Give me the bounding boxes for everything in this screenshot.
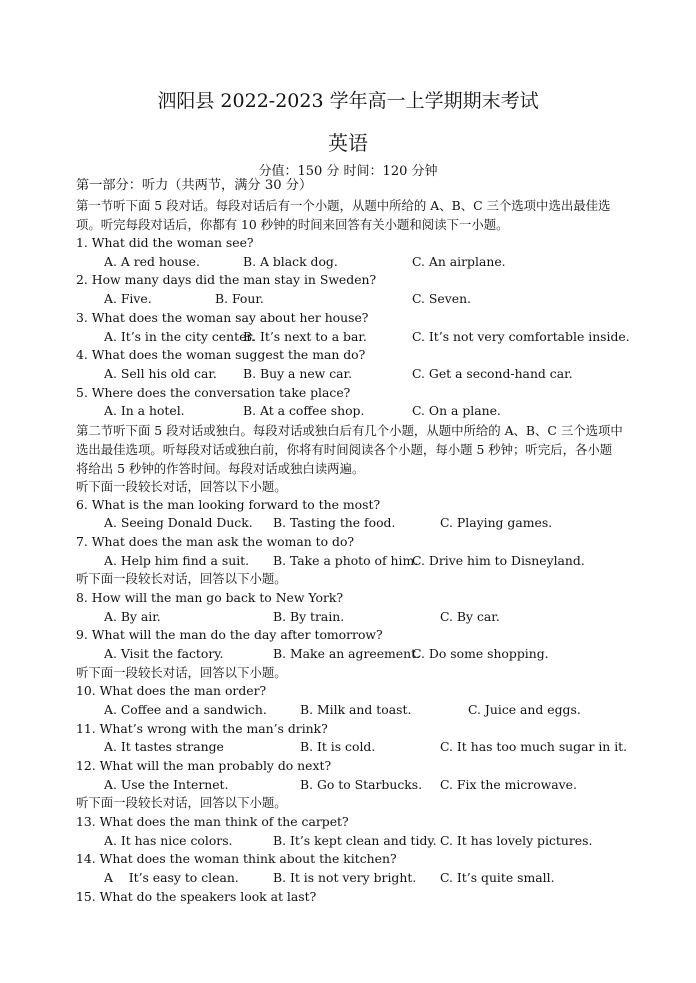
long-dialogue-intro-1: 听下面一段较长对话，回答以下小题。 <box>76 479 287 494</box>
exam-title: 泗阳县 2022-2023 学年高一上学期期末考试 <box>157 90 539 112</box>
question-15: 15. What do the speakers look at last? <box>76 889 317 904</box>
question-4: 4. What does the woman suggest the man do? <box>76 347 366 362</box>
q9-option-b: B. Make an agreement. <box>273 646 421 661</box>
q3-option-a: A. It’s in the city center. <box>104 329 255 344</box>
question-11: 11. What’s wrong with the man’s drink? <box>76 721 328 736</box>
q9-option-a: A. Visit the factory. <box>104 646 224 661</box>
subject-title: 英语 <box>328 131 368 155</box>
q8-option-c: C. By car. <box>440 609 500 624</box>
part1-heading: 第一部分：听力（共两节，满分 30 分） <box>76 178 313 193</box>
q13-option-a: A. It has nice colors. <box>104 833 233 848</box>
q8-option-a: A. By air. <box>104 609 161 624</box>
question-5: 5. Where does the conversation take place? <box>76 385 351 400</box>
question-2: 2. How many days did the man stay in Sweden? <box>76 272 377 287</box>
question-3: 3. What does the woman say about her house? <box>76 310 369 325</box>
q7-option-a: A. Help him find a suit. <box>104 553 250 568</box>
q14-option-c: C. It’s quite small. <box>440 870 555 885</box>
q8-option-b: B. By train. <box>273 609 345 624</box>
q13-option-c: C. It has lovely pictures. <box>440 833 593 848</box>
q2-option-a: A. Five. <box>104 291 152 306</box>
question-13: 13. What does the man think of the carpet? <box>76 814 349 829</box>
long-dialogue-intro-4: 听下面一段较长对话，回答以下小题。 <box>76 795 287 810</box>
long-dialogue-intro-2: 听下面一段较长对话，回答以下小题。 <box>76 571 287 586</box>
q11-option-a: A. It tastes strange <box>104 739 224 754</box>
q11-option-b: B. It is cold. <box>300 739 376 754</box>
q13-option-b: B. It’s kept clean and tidy. <box>273 833 437 848</box>
q6-option-a: A. Seeing Donald Duck. <box>104 515 253 530</box>
question-12: 12. What will the man probably do next? <box>76 758 332 773</box>
q14-option-b: B. It is not very bright. <box>273 870 417 885</box>
q3-option-c: C. It’s not very comfortable inside. <box>412 329 630 344</box>
question-9: 9. What will the man do the day after tomorrow? <box>76 627 383 642</box>
q7-option-c: C. Drive him to Disneyland. <box>412 553 585 568</box>
q12-option-c: C. Fix the microwave. <box>440 777 577 792</box>
q10-option-c: C. Juice and eggs. <box>468 702 581 717</box>
q5-option-a: A. In a hotel. <box>104 403 185 418</box>
q4-option-a: A. Sell his old car. <box>104 366 217 381</box>
score-time-info: 分值：150 分 时间：120 分钟 <box>258 164 438 179</box>
q12-option-a: A. Use the Internet. <box>104 777 229 792</box>
q10-option-b: B. Milk and toast. <box>300 702 412 717</box>
q14-option-a: A It’s easy to clean. <box>104 870 239 885</box>
q12-option-b: B. Go to Starbucks. <box>300 777 423 792</box>
q5-option-b: B. At a coffee shop. <box>243 403 365 418</box>
question-7: 7. What does the man ask the woman to do? <box>76 534 355 549</box>
q5-option-c: C. On a plane. <box>412 403 501 418</box>
q6-option-c: C. Playing games. <box>440 515 553 530</box>
question-10: 10. What does the man order? <box>76 683 267 698</box>
q7-option-b: B. Take a photo of him. <box>273 553 419 568</box>
q4-option-c: C. Get a second-hand car. <box>412 366 573 381</box>
q10-option-a: A. Coffee and a sandwich. <box>104 702 267 717</box>
q6-option-b: B. Tasting the food. <box>273 515 396 530</box>
q9-option-c: C. Do some shopping. <box>412 646 549 661</box>
q1-option-a: A. A red house. <box>104 254 200 269</box>
section2-instructions: 第二节听下面 5 段对话或独白。每段对话或独白后有几个小题，从题中所给的 A、B、C 三个选项中选出最佳选项。听每段对话或独白前，你将有时间阅读各个小题，每小题 5 秒钟；听完后，各小题将给出 5 秒钟的作答时间。每段对话或独白读两遍。 <box>76 423 623 476</box>
q2-option-c: C. Seven. <box>412 291 471 306</box>
question-14: 14. What does the woman think about the kitchen? <box>76 851 397 866</box>
long-dialogue-intro-3: 听下面一段较长对话，回答以下小题。 <box>76 665 287 680</box>
question-1: 1. What did the woman see? <box>76 235 254 250</box>
q3-option-b: B. It’s next to a bar. <box>243 329 367 344</box>
question-6: 6. What is the man looking forward to the most? <box>76 497 381 512</box>
section1-instructions: 第一节听下面 5 段对话。每段对话后有一个小题，从题中所给的 A、B、C 三个选项中选出最佳选项。听完每段对话后，你都有 10 秒钟的时间来回答有关小题和阅读下一小题。 <box>76 198 611 232</box>
q2-option-b: B. Four. <box>215 291 264 306</box>
q4-option-b: B. Buy a new car. <box>243 366 353 381</box>
q1-option-b: B. A black dog. <box>243 254 338 269</box>
q11-option-c: C. It has too much sugar in it. <box>440 739 628 754</box>
question-8: 8. How will the man go back to New York? <box>76 590 344 605</box>
q1-option-c: C. An airplane. <box>412 254 506 269</box>
